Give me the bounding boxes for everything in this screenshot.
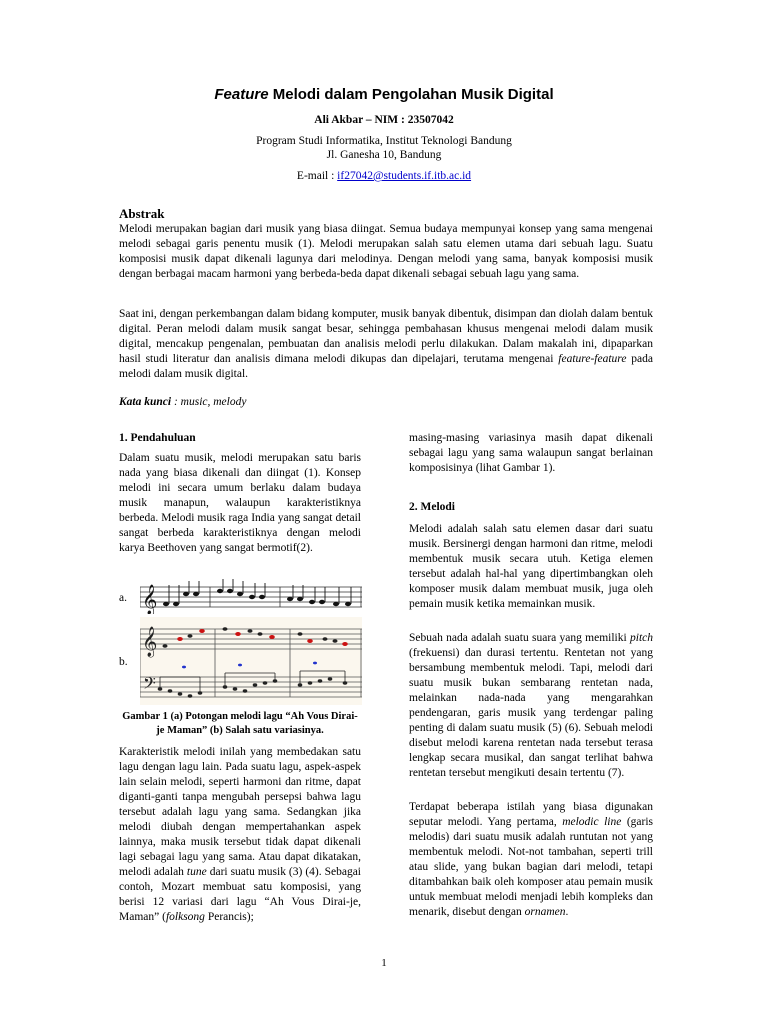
continuation-paragraph: masing-masing variasinya masih dapat dikenali sebagai lagu yang sama walaupun sangat berlainan komposisinya (lihat Gambar 1). <box>409 432 653 474</box>
affiliation-line1: Program Studi Informatika, Institut Teknologi Bandung <box>256 135 512 147</box>
email-link[interactable]: if27042@students.if.itb.ac.id <box>337 170 472 182</box>
abstract-p2-tail: pada melodi dalam musik digital. <box>119 353 653 380</box>
title-feature: Feature <box>214 86 269 103</box>
affiliation-line2: Jl. Ganesha 10, Bandung <box>326 149 442 161</box>
intro-p2-folksong: folksong <box>165 911 205 923</box>
figure-label-b: b. <box>119 656 128 668</box>
bass-clef-icon: 𝄢 <box>143 673 156 697</box>
section-1-title: 1. Pendahuluan <box>119 432 196 444</box>
intro-paragraph: Dalam suatu musik, melodi merupakan satu baris nada yang biasa dikenali dan diingat (1). Konsep melodi ini secara umum berlaku dalam budaya musik manapun, walaupun karakteristiknya berbeda. Melodi musik raga India yang sangat detail sangat berbeda karakteristiknya dengan melodi karya Beethoven yang sangat bermotif(2). <box>119 452 361 554</box>
paper-title <box>0 86 768 103</box>
section-1-heading <box>119 431 361 446</box>
section-2-title: 2. Melodi <box>409 501 455 513</box>
melody-p3-melodic-line: melodic line <box>562 816 622 828</box>
author-line: Ali Akbar – NIM : 23507042 <box>314 114 454 126</box>
abstract-heading: Abstrak <box>119 206 165 221</box>
section-2-heading <box>409 500 653 515</box>
keywords <box>119 396 246 408</box>
abstract-paragraph-2 <box>119 307 653 382</box>
title-rest: Melodi dalam Pengolahan Musik Digital <box>268 86 554 103</box>
melody-p2-text: Sebuah nada adalah suatu suara yang memiliki <box>409 632 630 644</box>
abstract-p2-italic: feature-feature <box>558 353 627 365</box>
melody-paragraph-2 <box>409 631 653 781</box>
intro-p2-text-b: dari suatu musik (3) (4). Sebagai contoh, Mozart membuat satu komposisi, yang berisi 12 variasi dari lagu “Ah Vous Dirai-je, Maman” ( <box>119 866 361 923</box>
abstract-p2-text: Saat ini, dengan perkembangan dalam bidang komputer, musik banyak dibentuk, disimpan dan diolah dalam bentuk digital. Peran melodi dalam musik sangat besar, sehingga pembahasan khusus mengenai melodi dalam musik digital, mencakup pengenalan, pembuatan dan analisis melodi perlu dilakukan. Dalam makalah ini, dipaparkan hasil studi literatur dan analisis dimana melodi dikupas dan dipelajari, terutama mengenai <box>119 308 653 365</box>
figure-label-a: a. <box>119 592 127 604</box>
melody-paragraph-3 <box>409 800 653 920</box>
melody-p3-text: Terdapat beberapa istilah yang biasa digunakan seputar melodi. Yang pertama, <box>409 801 653 828</box>
treble-clef-icon: 𝄞 <box>142 585 158 614</box>
affiliation <box>0 134 768 162</box>
figure-caption: Gambar 1 (a) Potongan melodi lagu “Ah Vous Dirai-je Maman” (b) Salah satu variasinya. <box>122 711 358 736</box>
treble-clef-icon: 𝄞 <box>142 627 158 657</box>
melody-p3-text-b: (garis melodis) dari suatu musik adalah runtutan not yang membentuk melodi. Not-not tambahan, seperti trill atau slide, yang bukan bagian dari melodi, tetapi ditambahkan baik oleh komposer atau pemain musik untuk membuat melodi menjadi lebih kompleks dan menarik, disebut dengan <box>409 816 654 918</box>
melody-p2-pitch: pitch <box>630 632 653 644</box>
abstract-paragraph-1: Melodi merupakan bagian dari musik yang biasa diingat. Semua budaya mempunyai konsep yang sama mengenai melodi sebagai garis penentu musik (1). Melodi merupakan salah satu elemen utama dari sebuah lagu. Suatu komposisi musik dapat dikenali lagunya dari melodinya. Dengan melodi yang sama, banyak komposisi musik dengan berbagai macam harmoni yang berbeda-beda dapat dikenali sebagai sebuah lagu yang sama. <box>119 223 653 280</box>
page-number: 1 <box>381 957 387 969</box>
intro-p2-tune: tune <box>186 866 207 878</box>
intro-p2-text: Karakteristik melodi inilah yang membedakan satu lagu dengan lagu lain. Pada suatu lagu, aspek-aspek lain selain melodi, seperti harmoni dan ritme, dapat diganti-ganti tanpa mengubah persepsi bahwa lagu tersebut adalah lagu yang sama. Sedangkan jika melodi diubah dengan mempertahankan aspek lainnya, maka musik tersebut tidak dapat dikenali lagi sebagai lagu yang sama. Atau dapat dikatakan, melodi adalah <box>119 746 361 878</box>
melody-p2-tail: (frekuensi) dan durasi tertentu. Rentetan not yang bersambung membentuk melodi. Tapi, melodi dari suatu musik bukan sembarang rentetan nada, melainkan nada-nada yang mengarahkan pendengaran, garis musik yang terdengar paling penting di dalam suatu musik (5) (6). Sebuah melodi disebut melodi karena rentetan nada tersebut terasa lengkap secara musikal, dan sangat terlihat bahwa rentetan tersebut mengikuti desain tertentu (7). <box>409 647 653 779</box>
email-label: E-mail : <box>296 170 338 182</box>
music-staff-a <box>140 579 362 614</box>
melody-p3-tail: . <box>565 906 569 918</box>
intro-paragraph-2 <box>119 745 361 925</box>
music-staff-b <box>140 617 362 705</box>
keywords-value: : music, melody <box>171 396 247 408</box>
melody-paragraph-1: Melodi adalah salah satu elemen dasar dari suatu musik. Bersinergi dengan harmoni dan ritme, melodi membentuk musik secara utuh. Ketiga elemen tersebut adalah hal-hal yang dipertimbangkan oleh komposer musik dalam membuat musik, juga oleh pemain musik ketika memainkan musik. <box>409 523 653 610</box>
email-line <box>0 170 768 182</box>
keywords-label: Kata kunci <box>119 396 172 408</box>
melody-p3-ornamen: ornamen <box>524 906 566 918</box>
intro-p2-tail: Perancis); <box>204 911 254 923</box>
